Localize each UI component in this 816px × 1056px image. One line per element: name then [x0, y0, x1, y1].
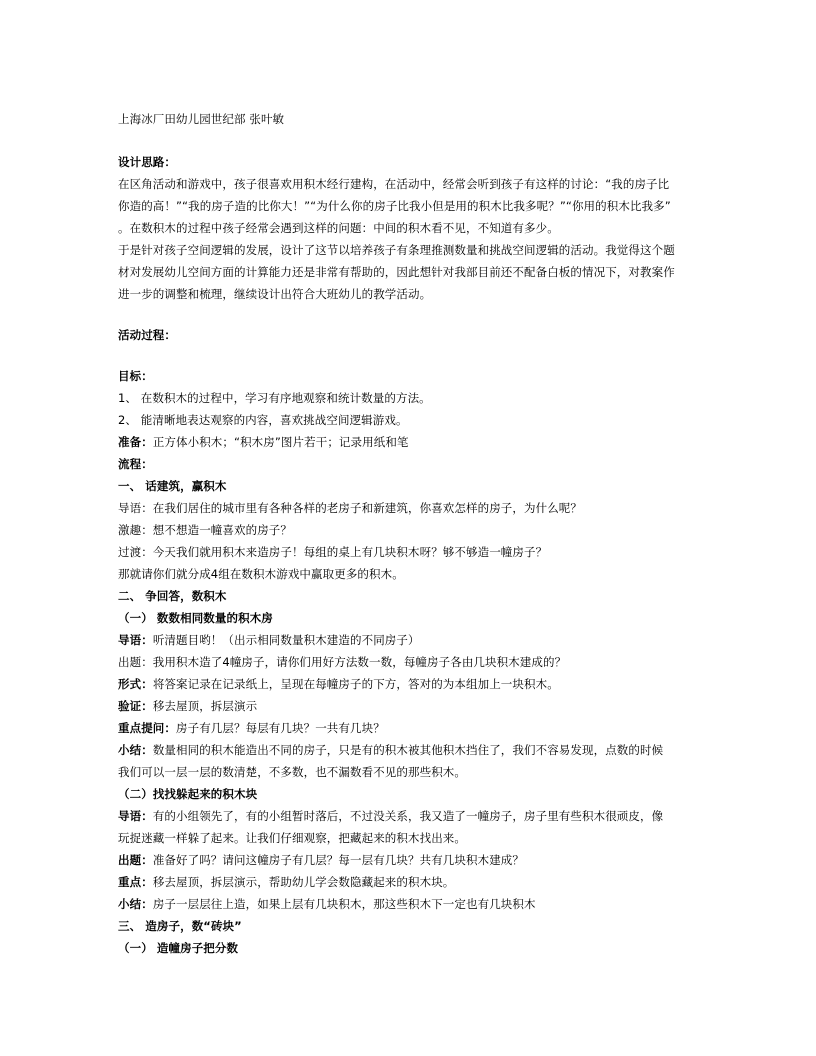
guide-line — [118, 809, 708, 823]
summary-text: 房子一层层往上造，如果上层有几块积木，那这些积木下一定也有几块积木 — [152, 897, 536, 911]
key-label: 重点： — [118, 875, 153, 889]
question-line: 出题：我用积木造了4幢房子，请你们用好方法数一数，每幢房子各由几块积木建成的？ — [118, 655, 567, 669]
goal-item: 2、 能清晰地表达观察的内容，喜欢挑战空间逻辑游戏。 — [118, 413, 408, 427]
summary-line — [118, 743, 708, 757]
paragraph-line: 材对发展幼儿空间方面的计算能力还是非常有帮助的，因此想针对我部目前还不配备白板的情况下，对教案作 — [118, 265, 675, 279]
section-2-heading: 二、 争回答，数积木 — [118, 589, 227, 603]
guide-text: 有的小组领先了，有的小组暂时落后，不过没关系，我又造了一幢房子，房子里有些积木很顽皮，像 — [152, 809, 664, 823]
prep-label: 准备： — [118, 435, 153, 449]
paragraph-line: 于是针对孩子空间逻辑的发展，设计了这节以培养孩子有条理推测数量和挑战空间逻辑的活动。我觉得这个题 — [118, 243, 675, 257]
section-3-sub1-heading: （一） 造幢房子把分数 — [118, 941, 239, 955]
form-line — [118, 677, 708, 691]
prep-text: 正方体小积木；“积木房”图片若干；记录用纸和笔 — [152, 435, 409, 449]
section-1-line: 过渡：今天我们就用积木来造房子！每组的桌上有几块积木呀？够不够造一幢房子？ — [118, 545, 548, 559]
question-label: 出题： — [118, 853, 153, 867]
author-line: 上海冰厂田幼儿园世纪部 张叶敏 — [118, 112, 285, 126]
section-3-heading: 三、 造房子，数“砖块” — [118, 919, 242, 933]
verify-text: 移去屋顶，拆层演示 — [152, 699, 258, 713]
form-label: 形式： — [118, 677, 153, 691]
section-1-line: 激趣：想不想造一幢喜欢的房子？ — [118, 523, 292, 537]
section-1-line: 那就请你们就分成4组在数积木游戏中赢取更多的积木。 — [118, 567, 404, 581]
guide-line — [118, 633, 708, 647]
key-question-text: 房子有几层？每层有几块？一共有几块？ — [176, 721, 385, 735]
summary-line — [118, 897, 708, 911]
section-1-heading: 一、 话建筑，赢积木 — [118, 479, 227, 493]
key-question-label: 重点提问： — [118, 721, 176, 735]
goal-item: 1、 在数积木的过程中，学习有序地观察和统计数量的方法。 — [118, 391, 431, 405]
summary-line-cont: 我们可以一层一层的数清楚，不多数，也不漏数看不见的那些积木。 — [118, 765, 466, 779]
prep-line — [118, 435, 708, 449]
process-heading: 活动过程： — [118, 328, 176, 342]
guide-label: 导语： — [118, 809, 153, 823]
key-line — [118, 875, 708, 889]
verify-label: 验证： — [118, 699, 153, 713]
flow-heading: 流程： — [118, 457, 153, 471]
summary-label: 小结： — [118, 897, 153, 911]
summary-label: 小结： — [118, 743, 153, 757]
paragraph-line: 进一步的调整和梳理，继续设计出符合大班幼儿的教学活动。 — [118, 287, 432, 301]
paragraph-line: 你造的高！”“我的房子造的比你大！”“为什么你的房子比我小但是用的积木比我多呢？”“你用的积木比我多” — [118, 199, 671, 213]
question-line — [118, 853, 708, 867]
section-2-sub2-heading: （二）找找躲起来的积木块 — [118, 787, 258, 801]
key-text: 移去屋顶，拆层演示，帮助幼儿学会数隐藏起来的积木块。 — [152, 875, 455, 889]
section-1-line: 导语：在我们居住的城市里有各种各样的老房子和新建筑，你喜欢怎样的房子，为什么呢？ — [118, 501, 582, 515]
guide-text: 听清题目哟！（出示相同数量积木建造的不同房子） — [152, 633, 420, 647]
guide-label: 导语： — [118, 633, 153, 647]
form-text: 将答案记录在记录纸上，呈现在每幢房子的下方，答对的为本组加上一块积木。 — [152, 677, 559, 691]
goals-heading: 目标： — [118, 369, 153, 383]
verify-line — [118, 699, 708, 713]
paragraph-line: 。在数积木的过程中孩子经常会遇到这样的问题：中间的积木看不见，不知道有多少。 — [118, 221, 559, 235]
design-heading: 设计思路： — [118, 155, 176, 169]
paragraph-line: 在区角活动和游戏中，孩子很喜欢用积木经行建构，在活动中，经常会听到孩子有这样的讨论：“我的房子比 — [118, 177, 670, 191]
key-question-line — [118, 721, 708, 735]
section-2-sub1-heading: （一） 数数相同数量的积木房 — [118, 611, 273, 625]
question-text: 准备好了吗？请问这幢房子有几层？每一层有几块？共有几块积木建成？ — [152, 853, 525, 867]
guide-line-cont: 玩捉迷藏一样躲了起来。让我们仔细观察，把藏起来的积木找出来。 — [118, 831, 466, 845]
summary-text: 数量相同的积木能造出不同的房子，只是有的积木被其他积木挡住了，我们不容易发现，点数的时候 — [152, 743, 664, 757]
